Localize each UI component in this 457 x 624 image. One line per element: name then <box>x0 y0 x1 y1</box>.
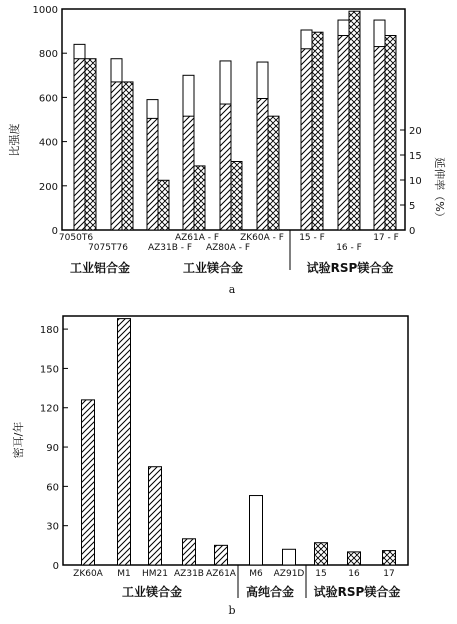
y2-tick-label: 0 <box>409 226 416 237</box>
y2-tick-label: 5 <box>409 201 416 212</box>
category-label: 16 - F <box>336 243 362 253</box>
bar-yield-strength <box>111 82 122 230</box>
plot-frame-b <box>63 316 408 565</box>
group-label: 工业镁合金 <box>121 585 183 599</box>
bar-elongation <box>349 11 360 230</box>
group-label: 高纯合金 <box>245 585 295 599</box>
panel-label-b: b <box>228 604 236 617</box>
y-tick-label: 90 <box>46 443 59 455</box>
group-label: 工业铝合金 <box>69 261 131 275</box>
bar-yield-strength <box>74 59 85 230</box>
bar-corrosion-rate <box>183 539 196 565</box>
group-label: 工业镁合金 <box>182 261 244 275</box>
category-label: 15 <box>315 569 327 579</box>
y-tick-label: 120 <box>39 403 59 415</box>
bar-corrosion-rate <box>82 400 95 565</box>
group-label: 试验RSP镁合金 <box>313 585 401 599</box>
y-axis-label-a: 比强度 <box>8 123 21 157</box>
category-label: AZ80A - F <box>205 243 251 253</box>
group-label: 试验RSP镁合金 <box>306 261 394 275</box>
y2-axis-label-a: 延伸率（%） <box>433 157 446 223</box>
category-label: 17 - F <box>373 233 399 243</box>
bar-elongation <box>122 82 133 230</box>
bar-corrosion-rate <box>250 496 263 565</box>
bar-yield-strength <box>147 118 158 230</box>
y2-tick-label: 10 <box>409 176 422 187</box>
panel-label-a: a <box>228 283 236 296</box>
category-label: 17 <box>383 569 395 579</box>
y-tick-label: 180 <box>39 325 59 337</box>
category-label: AZ61A <box>206 569 236 579</box>
y-tick-label: 200 <box>38 181 58 193</box>
y-tick-label: 1000 <box>32 5 58 16</box>
bar-yield-strength <box>338 36 349 230</box>
bar-yield-strength <box>301 49 312 230</box>
bar-corrosion-rate <box>283 549 296 565</box>
bar-elongation <box>85 59 96 230</box>
y2-tick-label: 20 <box>409 126 422 137</box>
bar-yield-strength <box>183 116 194 230</box>
bar-corrosion-rate <box>348 552 361 565</box>
category-label: ZK60A <box>73 569 103 579</box>
category-label: ZK60A - F <box>240 233 284 243</box>
category-label: AZ31B <box>174 569 204 579</box>
bar-elongation <box>194 166 205 230</box>
category-label: M6 <box>249 569 263 579</box>
bar-elongation <box>312 32 323 230</box>
category-label: 15 - F <box>299 233 325 243</box>
bar-corrosion-rate <box>315 543 328 565</box>
y-tick-label: 150 <box>39 364 59 376</box>
bar-corrosion-rate <box>383 551 396 565</box>
category-label: 7050T6 <box>58 233 94 243</box>
category-label: AZ31B - F <box>147 243 193 253</box>
bar-yield-strength <box>257 99 268 230</box>
y-axis-label-b: 密耳/年 <box>12 421 25 459</box>
bar-elongation <box>231 161 242 230</box>
category-label: AZ61A - F <box>174 233 220 243</box>
y-tick-label: 400 <box>38 137 58 149</box>
bar-corrosion-rate <box>149 467 162 565</box>
y2-tick-label: 15 <box>409 151 422 162</box>
chart-panel-a <box>7 5 447 296</box>
bar-elongation <box>268 116 279 230</box>
bar-elongation <box>158 180 169 230</box>
category-label: M1 <box>117 569 131 579</box>
category-label: 7075T76 <box>88 243 128 253</box>
bar-elongation <box>385 36 396 230</box>
y-tick-label: 0 <box>51 226 58 237</box>
y-tick-label: 800 <box>38 49 58 61</box>
bar-yield-strength <box>220 104 231 230</box>
chart-panel-b <box>11 316 408 617</box>
category-label: HM21 <box>142 569 168 579</box>
y-tick-label: 600 <box>38 93 58 105</box>
category-label: AZ91D <box>273 569 305 579</box>
bar-corrosion-rate <box>215 545 228 565</box>
bar-yield-strength <box>374 47 385 230</box>
bar-corrosion-rate <box>118 319 131 565</box>
category-label: 16 <box>348 569 360 579</box>
y-tick-label: 0 <box>52 561 59 572</box>
y-tick-label: 30 <box>46 521 59 533</box>
y-tick-label: 60 <box>46 482 59 494</box>
